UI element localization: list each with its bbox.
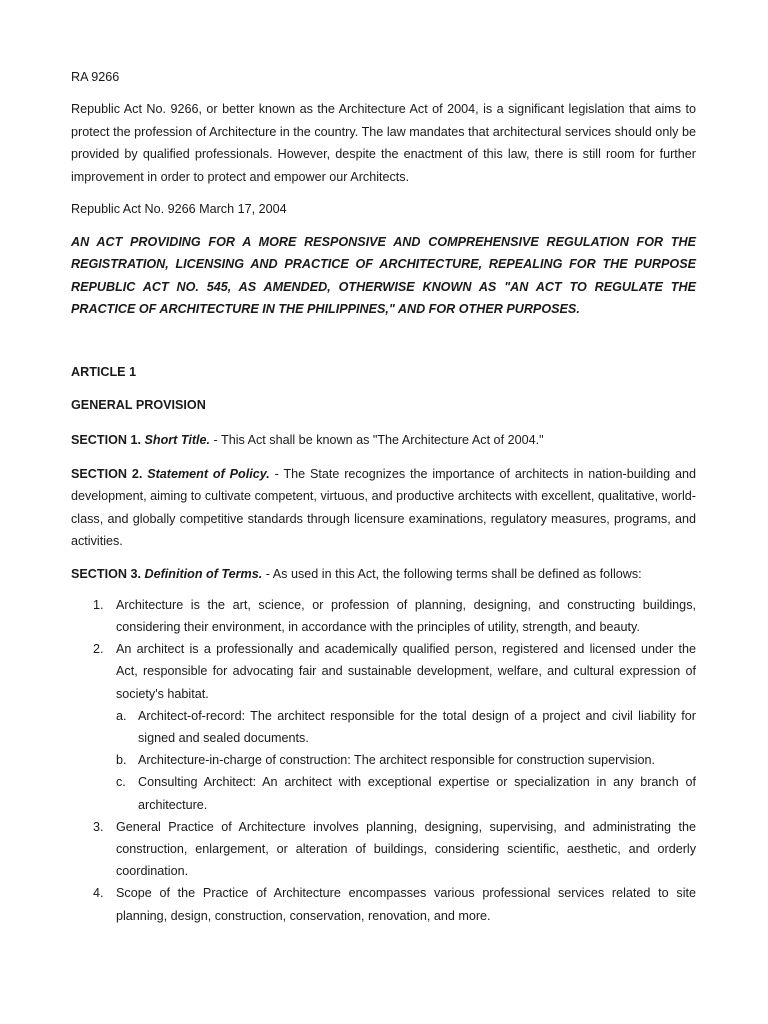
list-number: 4.	[93, 886, 104, 901]
article-subheading: GENERAL PROVISION	[71, 398, 206, 413]
section-3-title: Definition of Terms.	[144, 566, 263, 581]
subterm-text: Consulting Architect: An architect with exceptional expertise or specialization in any branch of architecture.	[138, 775, 696, 812]
term-text: Architecture is the art, science, or profession of planning, designing, and constructing buildings, considering their environment, in accordance with the principles of utility, strength, and beauty.	[116, 597, 696, 634]
section-2-label: SECTION 2.	[71, 466, 143, 481]
section-1-label: SECTION 1.	[71, 433, 141, 448]
act-title: AN ACT PROVIDING FOR A MORE RESPONSIVE AND COMPREHENSIVE REGULATION FOR THE REGISTRATION, LICENSING AND PRACTICE OF ARCHITECTURE, REPEALING FOR THE PURPOSE REPUBLIC ACT NO. 545, AS AMENDED, OTHERWISE KNOWN AS "AN ACT TO REGULATE THE PRACTICE OF ARCHITECTURE IN THE PHILIPPINES," AND FOR OTHER PURPOSES.	[71, 235, 696, 316]
list-item	[116, 749, 696, 771]
list-letter: c.	[116, 775, 126, 790]
section-1-paragraph	[71, 429, 696, 452]
definitions-list	[71, 594, 696, 927]
list-item	[93, 638, 696, 816]
act-date-line: Republic Act No. 9266 March 17, 2004	[71, 202, 287, 216]
intro-paragraph: Republic Act No. 9266, or better known as the Architecture Act of 2004, is a significant legislation that aims to protect the profession of Architecture in the country. The law mandates that architectural services should only be provided by qualified professionals. However, despite the enactment of this law, there is still room for further improvement in order to protect and empower our Architects.	[71, 102, 696, 184]
section-2-title: Statement of Policy.	[147, 466, 270, 481]
list-item	[116, 705, 696, 749]
article-heading: ARTICLE 1	[71, 365, 137, 380]
section-2-paragraph	[71, 463, 696, 553]
list-letter: a.	[116, 708, 127, 723]
list-number: 2.	[93, 642, 104, 657]
section-3-text: - As used in this Act, the following terms shall be defined as follows:	[262, 566, 642, 581]
list-number: 3.	[93, 819, 104, 834]
term-text: An architect is a professionally and academically qualified person, registered and licensed under the Act, responsible for advocating fair and sustainable development, welfare, and cultural expression of society's habitat.	[116, 642, 696, 701]
section-3-label: SECTION 3.	[71, 566, 141, 581]
list-item	[116, 771, 696, 815]
list-item	[93, 594, 696, 638]
section-3-paragraph	[71, 563, 696, 585]
list-letter: b.	[116, 753, 127, 768]
section-1-title: Short Title.	[144, 433, 211, 448]
list-item	[93, 816, 696, 883]
subterm-text: Architecture-in-charge of construction: The architect responsible for construction supervision.	[138, 753, 656, 768]
document-label: RA 9266	[71, 70, 120, 84]
section-2-text: - The State recognizes the importance of architects in nation-building and development, aiming to cultivate competent, virtuous, and productive architects with excellent, qualitative, world-class, and globally competitive standards through licensure examinations, regulatory measures, programs, and activities.	[71, 466, 696, 549]
term-text: Scope of the Practice of Architecture encompasses various professional services related to site planning, design, construction, conservation, renovation, and more.	[116, 886, 696, 923]
list-item	[93, 882, 696, 926]
term-text: General Practice of Architecture involves planning, designing, supervising, and administrating the construction, enlargement, or alteration of buildings, considering scientific, aesthetic, and orderly coordination.	[116, 819, 696, 879]
architect-subtypes-list	[116, 705, 696, 816]
section-1-text: - This Act shall be known as "The Architecture Act of 2004."	[210, 433, 544, 448]
subterm-text: Architect-of-record: The architect responsible for the total design of a project and civil liability for signed and sealed documents.	[138, 708, 696, 745]
list-number: 1.	[93, 597, 104, 612]
